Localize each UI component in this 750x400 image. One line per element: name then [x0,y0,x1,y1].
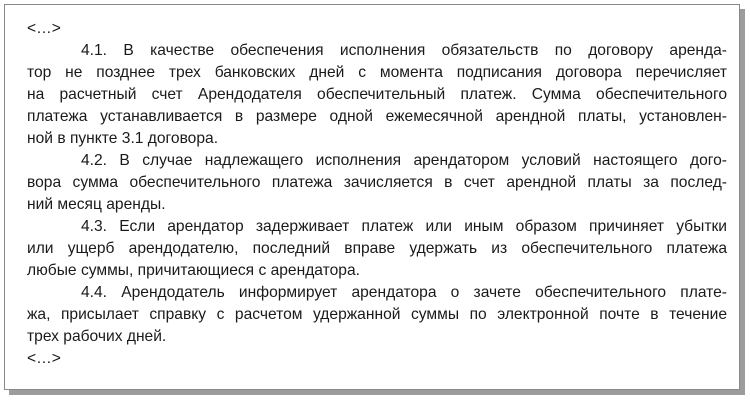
paragraph-4-3-line-1: 4.3. Если арендатор задерживает платеж или иным образом причиняет убытки [81,218,727,235]
paragraph-4-4-line-2: жа, присылает справку с расчетом удержанной суммы по электронной почте в течение [27,306,727,323]
paragraph-4-1-line-3: на расчетный счет Арендодателя обеспечительный платеж. Сумма обеспечительного [27,86,727,103]
paragraph-4-1-line-4: платежа устанавливается в размере одной ежемесячной арендной платы, установлен- [27,108,727,125]
paragraph-4-3-line-2: или ущерб арендодателю, последний вправе удержать из обеспечительного платежа [27,240,727,257]
paragraph-4-1-line-5: ной в пункте 3.1 договора. [27,130,219,147]
paragraph-4-2-line-1: 4.2. В случае надлежащего исполнения арендатором условий настоящего дого- [81,152,727,169]
paragraph-4-4-line-3: трех рабочих дней. [27,328,167,345]
ellipsis-start: <…> [27,20,61,37]
paragraph-4-3-line-3: любые суммы, причитающиеся с арендатора. [27,262,360,279]
paragraph-4-1-line-1: 4.1. В качестве обеспечения исполнения обязательств по договору аренда- [81,42,727,59]
paragraph-4-4-line-1: 4.4. Арендодатель информирует арендатора о зачете обеспечительного плате- [81,284,727,301]
document-text [27,18,727,370]
paragraph-4-2-line-2: вора сумма обеспечительного платежа зачисляется в счет арендной платы за послед- [27,174,727,191]
paragraph-4-1-line-2: тор не позднее трех банковских дней с момента подписания договора перечисляет [27,64,727,81]
ellipsis-end: <…> [27,350,61,367]
document-frame [4,4,740,390]
paragraph-4-2-line-3: ний месяц аренды. [27,196,166,213]
